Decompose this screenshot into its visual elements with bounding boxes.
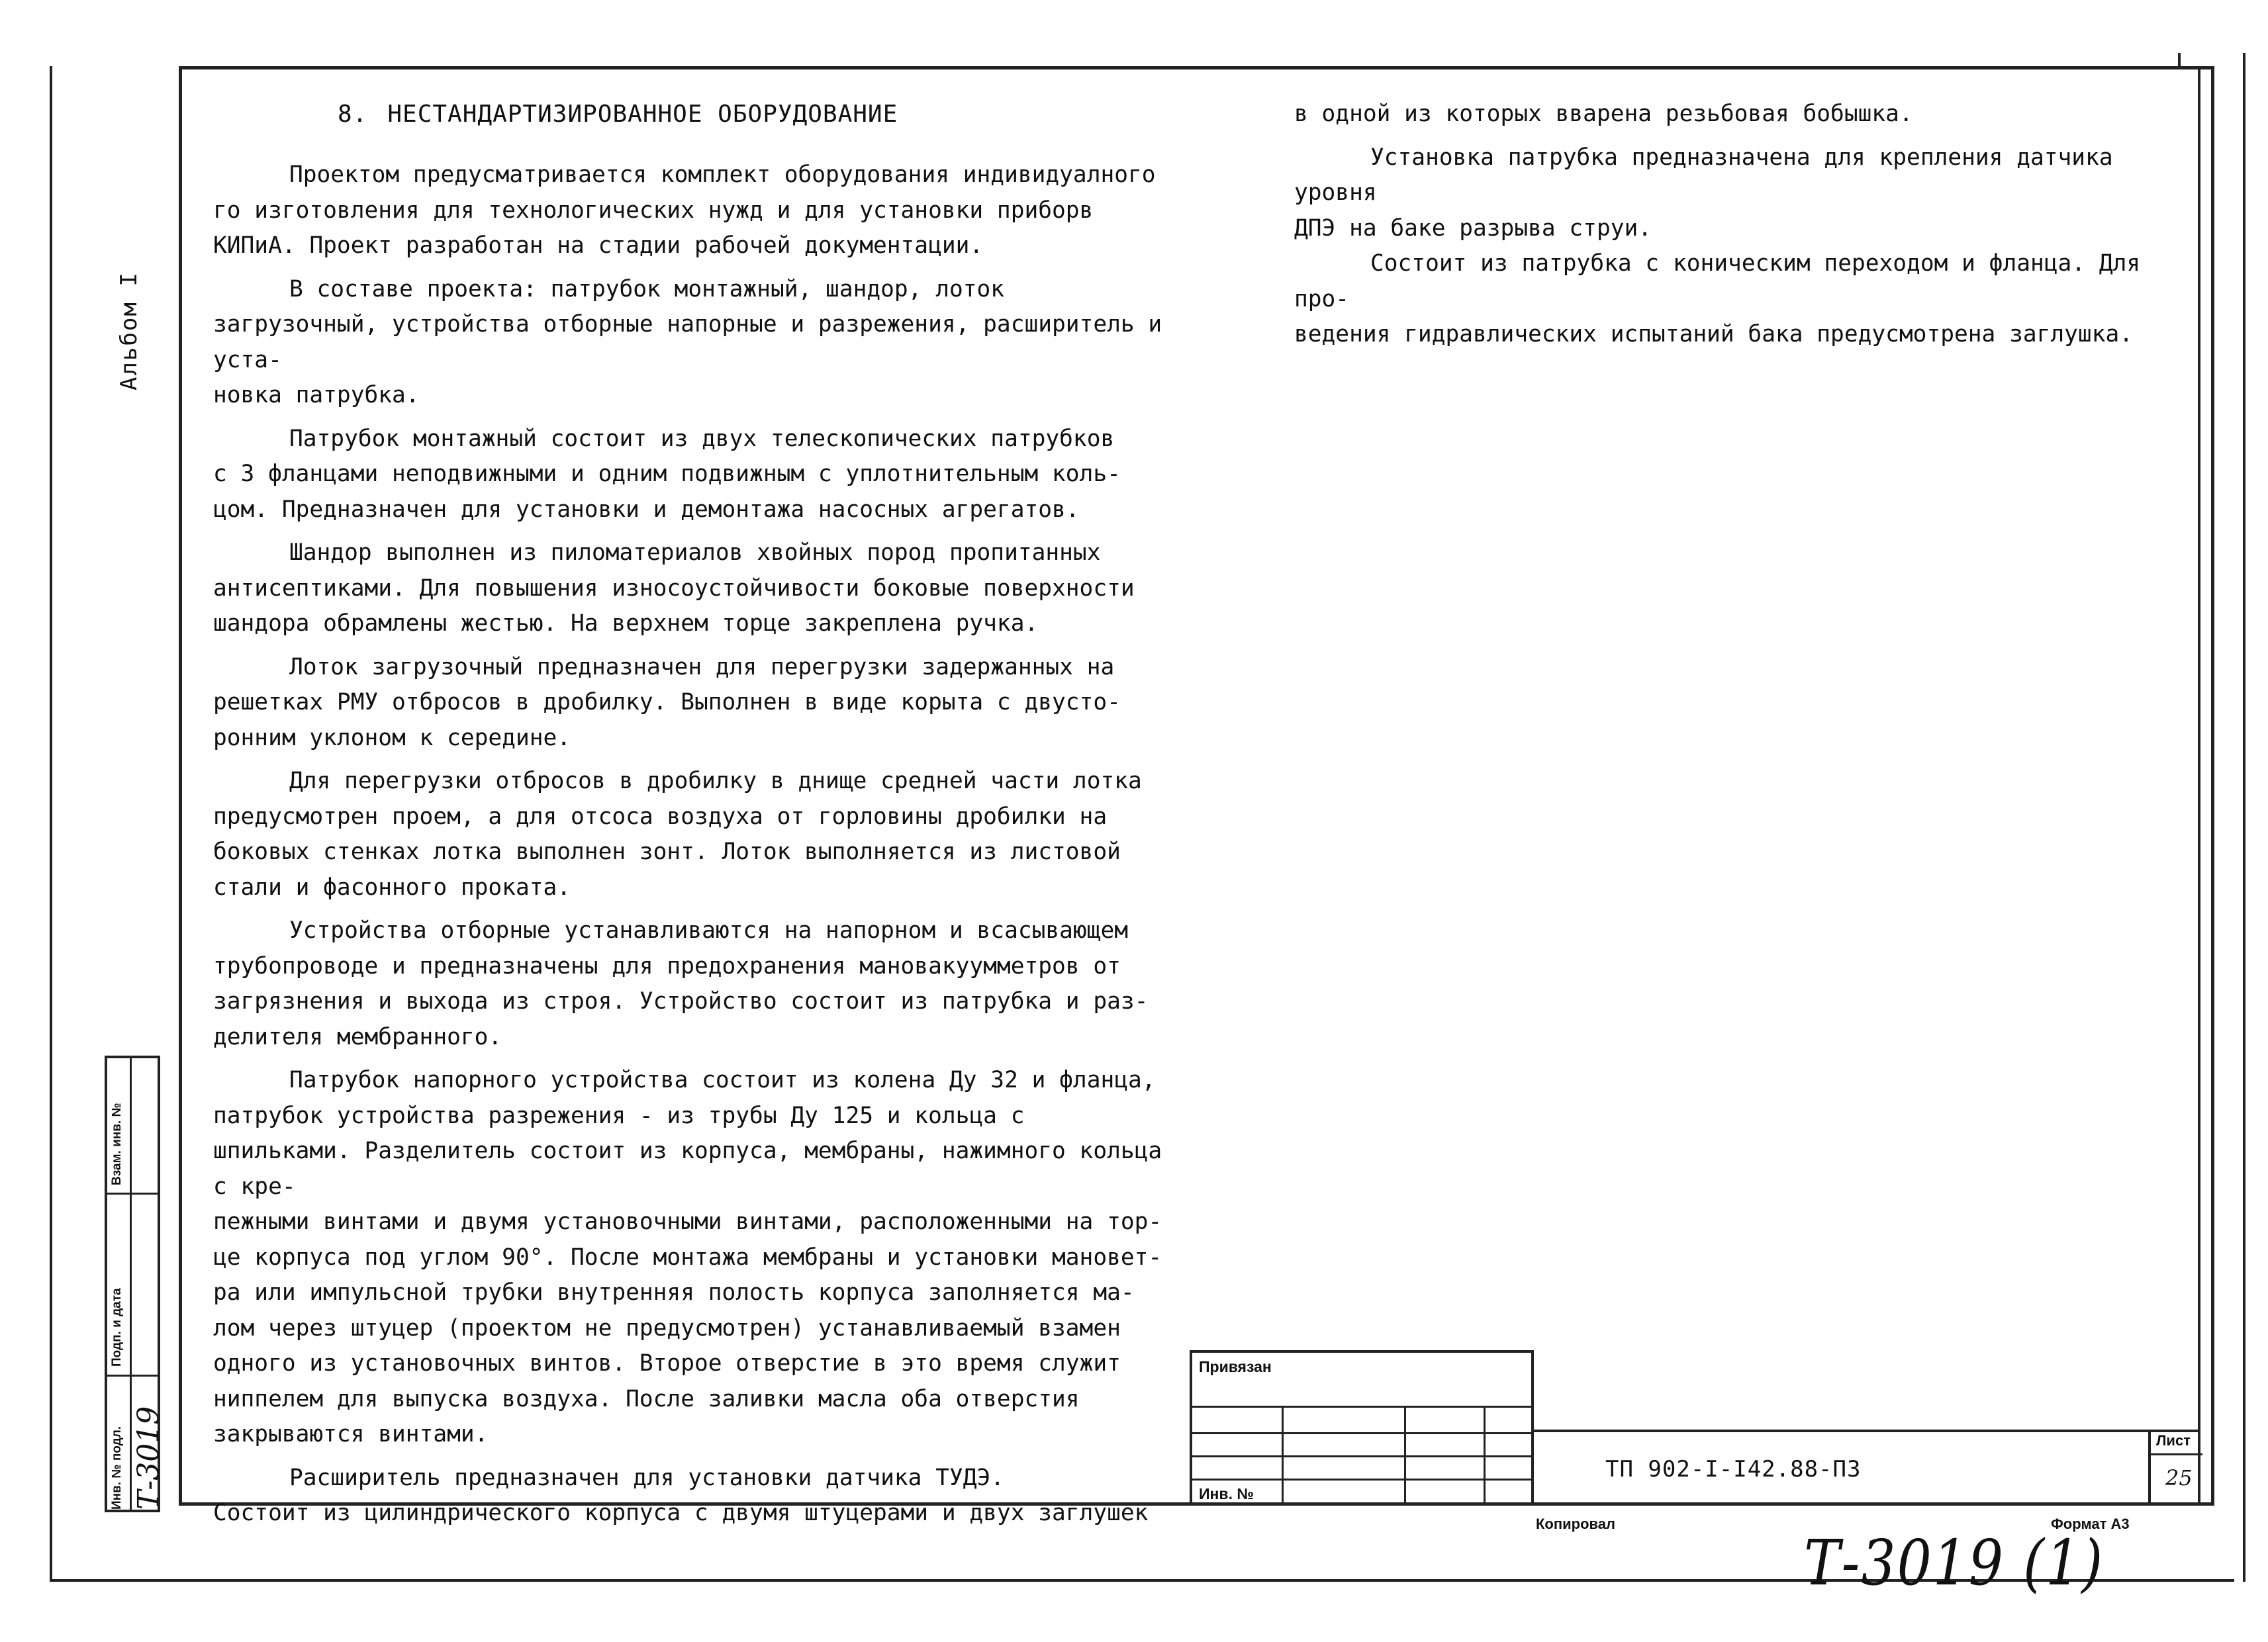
sheet-cell	[2148, 1430, 2202, 1504]
inv-number-label: Инв. №	[1199, 1485, 1254, 1502]
format-label: Формат А3	[2051, 1516, 2130, 1532]
sheet-frame-inner-right	[2198, 69, 2200, 1502]
paragraph: Устройства отборные устанавливаются на напорном и всасывающем трубопроводе и предназначены для предохранения мановакуумметров от загрязнения и выхода из строя. Устройство состоит из патрубка и раз- делителя мембранного.	[213, 917, 1149, 1050]
paragraph: Патрубок напорного устройства состоит из колена Ду 32 и фланца, патрубок устройства разрежения - из трубы Ду 125 и кольца с шпильками. Разделитель состоит из корпуса, мембраны, нажимного кольца с кре- пежными винтами и двумя установочными винтами, расположенными на тор- це корпуса под углом 90°. После монтажа мембраны и установки мановет- ра или импульсной трубки внутренняя полость корпуса заполняется ма- лом через штуцер (проектом не предусмотрен) устанавливаемый взамен одного из установочных винтов. Второе отверстие в это время служит ниппелем для выпуска воздуха. После заливки масла оба отверстия закрываются винтами.	[213, 1067, 1162, 1447]
paragraph: Проектом предусматривается комплект оборудования индивидуалного го изготовления для технологических нужд и для установки приборв КИПиА. Проект разработан на стадии рабочей документации.	[213, 161, 1156, 259]
right-column-text	[1294, 97, 2181, 353]
section-heading	[338, 101, 918, 128]
paragraph: Расширитель предназначен для установки датчика ТУДЭ.	[289, 1464, 1005, 1491]
sheet-label: Лист	[2156, 1432, 2191, 1449]
replace-inv-label: Взам. инв. №	[110, 1103, 124, 1185]
title-block-col-line	[1282, 1406, 1284, 1503]
title-block-row-line	[1192, 1406, 1531, 1408]
copied-label: Копировал	[1536, 1516, 1616, 1532]
side-stamp-labels	[107, 1058, 132, 1510]
title-block-col-line	[1484, 1406, 1486, 1503]
title-block-bottom-line	[1190, 1502, 2202, 1505]
title-block-row-line	[1192, 1455, 1531, 1457]
outer-frame-right	[2243, 53, 2245, 1582]
sheet-cell-divider	[2151, 1453, 2202, 1455]
document-code: ТП 902-I-I42.88-ПЗ	[1605, 1456, 1862, 1482]
sign-date-label: Подп. и дата	[110, 1288, 124, 1367]
left-column-text	[213, 158, 1166, 1531]
side-stamp-divider	[107, 1193, 130, 1195]
attached-label: Привязан	[1199, 1358, 1272, 1375]
side-stamp-divider	[132, 1375, 158, 1377]
paragraph-line: в одной из которых вварена резьбовая бобышка.	[1294, 101, 1913, 127]
album-label: Альбом I	[116, 271, 142, 390]
section-number: 8.	[338, 101, 368, 128]
inv-original-value: Т-3019	[132, 1406, 165, 1510]
side-stamp-divider	[107, 1375, 130, 1377]
side-stamp	[105, 1056, 165, 1512]
side-stamp-divider	[132, 1193, 158, 1195]
title-block-col-line	[1404, 1406, 1406, 1503]
paragraph: Состоит из патрубка с коническим переходом и фланца. Для про- ведения гидравлических испытаний бака предусмотрена заглушка.	[1294, 250, 2141, 347]
title-block-row-line	[1192, 1479, 1531, 1481]
title-block-top-line	[1531, 1430, 2200, 1432]
side-stamp-values	[132, 1058, 165, 1510]
paragraph: Для перегрузки отбросов в дробилку в днище средней части лотка предусмотрен проем, а для отсоса воздуха от горловины дробилки на боковых стенках лотка выполнен зонт. Лоток выполняется из листовой стали и фасонного проката.	[213, 768, 1142, 901]
paragraph-line: Состоит из цилиндрического корпуса с двумя штуцерами и двух заглушек	[213, 1500, 1149, 1526]
sheet-number: 25	[2165, 1465, 2193, 1490]
title-block-row-line	[1192, 1432, 1531, 1434]
handwritten-archive-code: Т-3019 (1)	[1804, 1527, 2104, 1600]
paragraph: В составе проекта: патрубок монтажный, шандор, лоток загрузочный, устройства отборные напорные и разрежения, расширитель и уста- новка патрубка.	[213, 275, 1162, 408]
outer-frame-left	[50, 66, 52, 1582]
title-block-attached	[1190, 1350, 1534, 1506]
paragraph: Лоток загрузочный предназначен для перегрузки задержанных на решетках РМУ отбросов в дробилку. Выполнен в виде корыта с двусто- ронним уклоном к середине.	[213, 653, 1121, 751]
inv-original-label: Инв. № подл.	[110, 1426, 124, 1510]
paragraph: Шандор выполнен из пиломатериалов хвойных пород пропитанных антисептиками. Для повышения износоустойчивости боковые поверхности шандора обрамлены жестью. На верхнем торце закреплена ручка.	[213, 539, 1135, 637]
paragraph: Патрубок монтажный состоит из двух телескопических патрубков с 3 фланцами неподвижными и одним подвижным с уплотнительным коль- цом. Предназначен для установки и демонтажа насосных агрегатов.	[213, 425, 1121, 523]
section-title: НЕСТАНДАРТИЗИРОВАННОЕ ОБОРУДОВАНИЕ	[387, 101, 898, 128]
paragraph: Установка патрубка предназначена для крепления датчика уровня ДПЭ на баке разрыва струи.	[1294, 144, 2113, 242]
